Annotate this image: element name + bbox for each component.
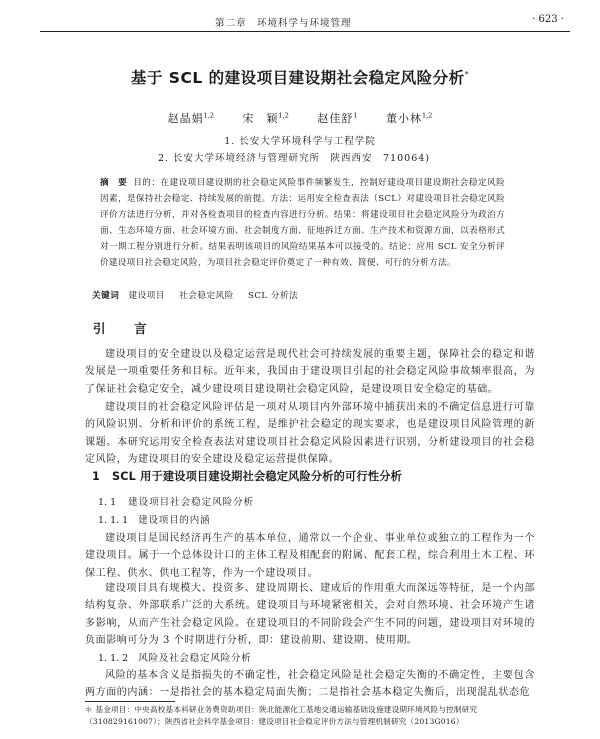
- affiliation-2: 2. 长安大学环境经济与管理研究所 陕西西安 710064): [157, 153, 431, 164]
- author-list: [0, 110, 600, 126]
- paragraph: 建设项目是国民经济再生产的基本单位，通常以一个企业、事业单位或独立的工程作为一个建设项目。属于一个总体设计口的主体工程及相配套的附属、配套工程，综合利用土木工程、环保工程、供水、供电工程等，作为一个建设项目。: [85, 533, 535, 579]
- section-number: 1: [92, 470, 100, 483]
- paper-title: [0, 66, 600, 88]
- keyword: SCL 分析法: [247, 291, 299, 301]
- abstract-label: 摘 要: [100, 178, 128, 188]
- author: 董小林$^{1,2}$: [385, 111, 433, 125]
- footnote: ＊ 基金项目：中央高校基本科研业务费资助项目：陕北能源化工基地交通运输基础设施建设期环境风险与控制研究（310829161007）；陕西省社会科学基金项目：建设项目社会稳定评价方法与管理机制研究（2013G016）: [85, 705, 478, 726]
- title-footnote-mark: *: [464, 69, 470, 79]
- page-number: · 623 ·: [532, 14, 564, 25]
- paragraph: 风险的基本含义是指损失的不确定性，社会稳定风险是社会稳定失衡的不确定性，主要包含两方面的内涵：一是指社会的基本稳定局面失衡；二是指社会基本稳定失衡后，出现混乱状态危: [85, 670, 535, 699]
- paragraph: 建设项目具有规模大、投资多、建设周期长、建成后的作用重大而深远等特征，是一个内部结构复杂、外部联系广泛的大系统。建设项目与环境紧密相关，会对自然环境、社会环境产生诸多影响，从而产生社会稳定风险。在建设项目的不同阶段会产生不同的问题，建设项目对环境的负面影响可分为 3 个时期进行分析，即：建设前期、建设期、使用期。: [85, 583, 535, 646]
- keyword: 建设项目: [128, 291, 165, 301]
- keyword: 社会稳定风险: [179, 291, 234, 301]
- paragraph: 建设项目的社会稳定风险评估是一项对从项目内外部环境中捕获出来的不确定信息进行可靠的风险识别、分析和评价的系统工程，是维护社会稳定的现实要求，也是建设项目风险管理的新课题。本研究运用安全检查表法对建设项目社会稳定风险因素进行识别，分析建设项目的社会稳定风险，为建设项目的安全建设及稳定运营提供保障。: [85, 402, 535, 465]
- keywords-label: 关键词: [92, 291, 120, 301]
- paper-title-text: 基于 SCL 的建设项目建设期社会稳定风险分析: [130, 69, 465, 87]
- running-head: [40, 13, 570, 32]
- paragraph: 建设项目的安全建设以及稳定运营是现代社会可持续发展的重要主题，保障社会的稳定和谐发展是一项重要任务和目标。近年来，我国由于建设项目引起的社会稳定风险事故频率很高，为了保证社会稳定安全，减少建设项目建设期社会稳定风险，是建设项目安全稳定的基础。: [85, 349, 535, 395]
- running-head-chapter: 第二章 环境科学与环境管理: [215, 18, 352, 29]
- introduction-heading: 引 言: [93, 321, 155, 336]
- abstract-text: 目的：在建设项目建设期的社会稳定风险事件频繁发生，控制好建设项目建设期社会稳定风险因素，是保持社会稳定、持续发展的前提。方法：运用安全检查表法（SCL）对建设项目社会稳定风险评价方法进行分析，并对各检查项目的检查内容进行分析。结果：将建设项目社会稳定风险分为政治方面、生态环境方面、社会环境方面、社会制度方面、征地拆迁方面、生产技术和资源方面，以表格形式对一期工程分别进行分析。结果表明该项目的风险结果基本可以接受的。结论：应用 SCL 安全分析评价建设项目社会稳定风险，为项目社会稳定评价奠定了一种有效、简便、可行的分析方法。: [100, 178, 505, 268]
- section-title: SCL 用于建设项目建设期社会稳定风险分析的可行性分析: [111, 470, 402, 483]
- author: 赵晶娟$^{1,2}$: [167, 111, 214, 125]
- abstract: [100, 175, 505, 271]
- author: 宋 颖$^{1,2}$: [242, 111, 289, 125]
- affiliation-1: 1. 长安大学环境科学与工程学院: [224, 136, 376, 147]
- subsection-1-1-2-heading: 1. 1. 2 风险及社会稳定风险分析: [98, 653, 252, 664]
- subsection-1-1-1-heading: 1. 1. 1 建设项目的内涵: [98, 515, 211, 526]
- section-1-heading: [92, 468, 402, 484]
- footnote-rule: [85, 701, 175, 702]
- subsection-1-1-heading: 1. 1 建设项目社会稳定风险分析: [98, 497, 255, 508]
- author: 赵佳舒$^1$: [317, 111, 358, 125]
- keywords: [92, 289, 512, 301]
